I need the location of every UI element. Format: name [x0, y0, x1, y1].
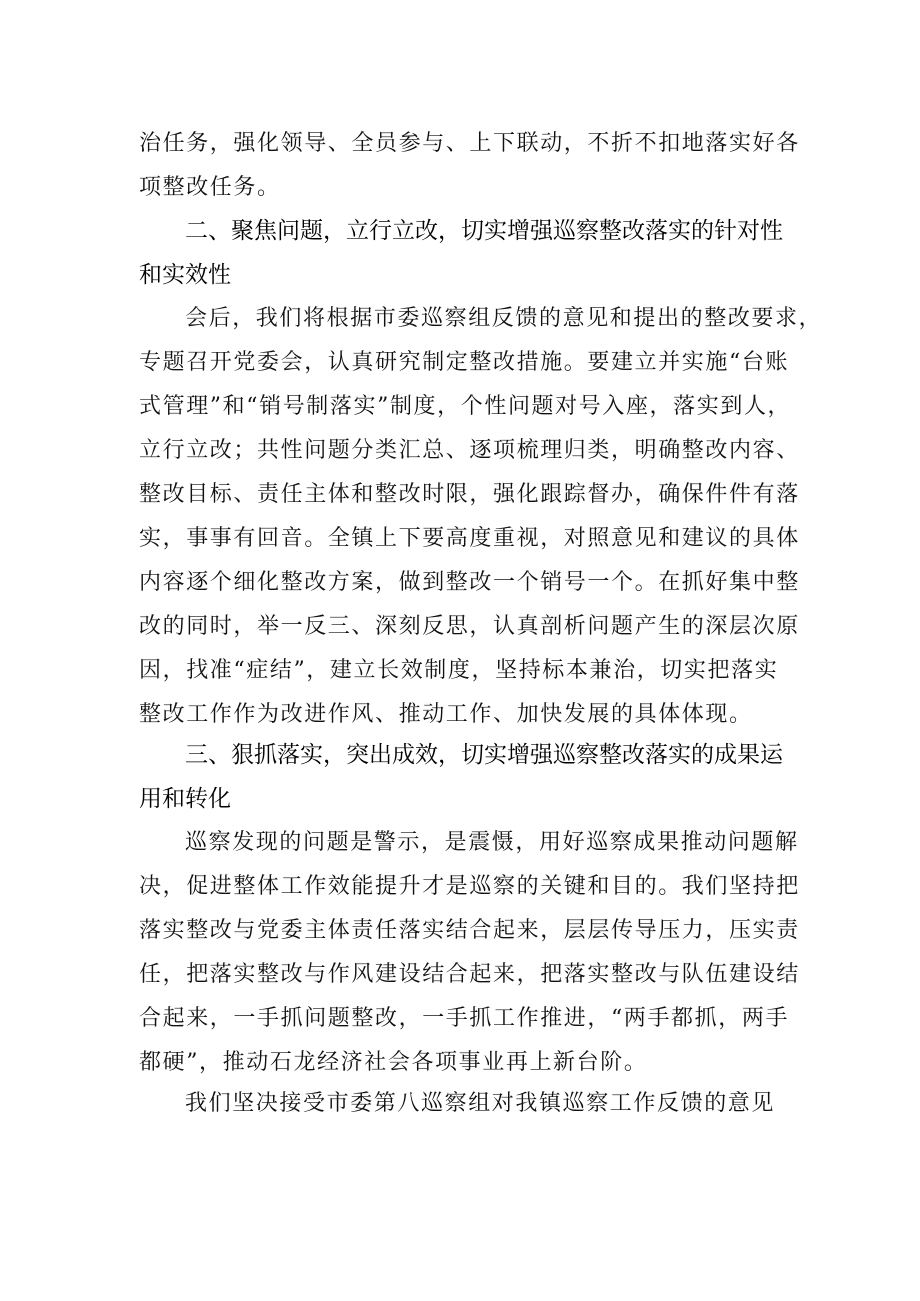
heading-line: 三、狠抓落实，突出成效，切实增强巡察整改落实的成果运 [185, 742, 783, 768]
paragraph-line: 立行立改；共性问题分类汇总、逐项梳理归类，明确整改内容、 [139, 438, 800, 463]
heading-line: 和实效性 [139, 262, 231, 288]
paragraph-line: 实，事事有回音。全镇上下要高度重视，对照意见和建议的具体 [139, 526, 800, 551]
paragraph-line: 内容逐个细化整改方案，做到整改一个销号一个。在抓好集中整 [139, 570, 800, 595]
closing-paragraph [139, 1082, 799, 1126]
section-3-paragraph [139, 821, 799, 1085]
paragraph-line: 落实整改与党委主体责任落实结合起来，层层传导压力，压实责 [139, 918, 800, 943]
paragraph-line: 巡察发现的问题是警示，是震慑，用好巡察成果推动问题解 [185, 830, 799, 855]
paragraph-line: 整改目标、责任主体和整改时限，强化跟踪督办，确保件件有落 [139, 482, 800, 507]
intro-paragraph [139, 122, 799, 210]
heading-line: 二、聚焦问题，立行立改，切实增强巡察整改落实的针对性 [185, 218, 783, 244]
paragraph-line: 都硬”，推动石龙经济社会各项事业再上新台阶。 [139, 1050, 648, 1075]
section-3-heading [139, 733, 799, 821]
paragraph-line: 专题召开党委会，认真研究制定整改措施。要建立并实施“台账 [139, 350, 790, 375]
section-2-heading [139, 209, 799, 297]
paragraph-line: 整改工作作为改进作风、推动工作、加快发展的具体体现。 [139, 702, 753, 727]
paragraph-line: 会后，我们将根据市委巡察组反馈的意见和提出的整改要求， [185, 306, 823, 331]
paragraph-line: 改的同时，举一反三、深刻反思，认真剖析问题产生的深层次原 [139, 614, 800, 639]
heading-line: 用和转化 [139, 786, 231, 812]
paragraph-line: 合起来，一手抓问题整改，一手抓工作推进，“两手都抓，两手 [139, 1006, 790, 1031]
paragraph-line: 任，把落实整改与作风建设结合起来，把落实整改与队伍建设结 [139, 962, 800, 987]
paragraph-line: 项整改任务。 [139, 175, 281, 200]
paragraph-line: 治任务，强化领导、全员参与、上下联动，不折不扣地落实好各 [139, 131, 800, 156]
paragraph-line: 决，促进整体工作效能提升才是巡察的关键和目的。我们坚持把 [139, 874, 800, 899]
section-2-paragraph [139, 297, 823, 737]
paragraph-line: 我们坚决接受市委第八巡察组对我镇巡察工作反馈的意见 [185, 1091, 776, 1116]
paragraph-line: 式管理”和“销号制落实”制度，个性问题对号入座，落实到人， [139, 394, 792, 419]
paragraph-line: 因，找准“症结”，建立长效制度，坚持标本兼治，切实把落实 [139, 658, 779, 683]
